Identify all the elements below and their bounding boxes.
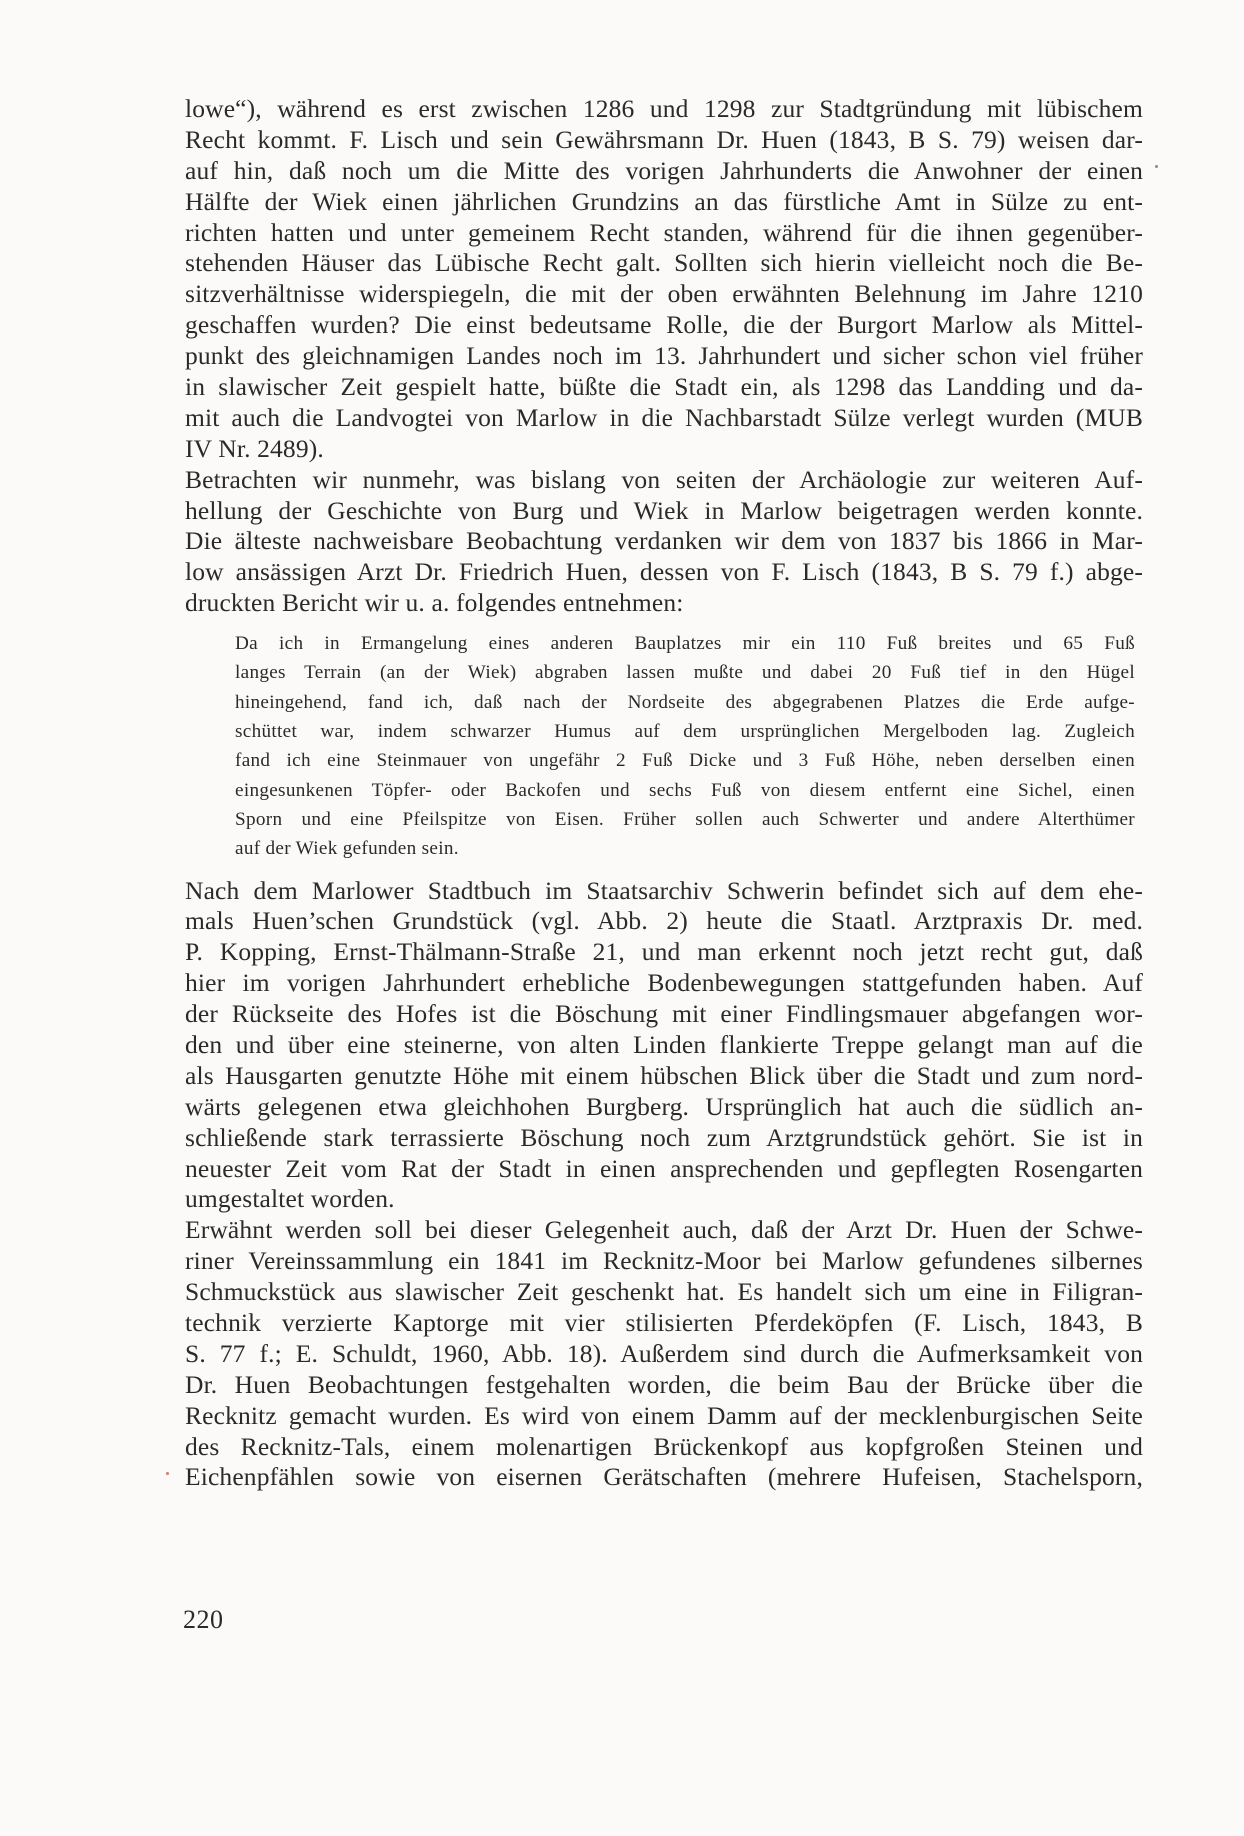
text-line: auf hin, daß noch um die Mitte des vorigen Jahrhunderts die Anwohner der einen — [185, 155, 1143, 185]
text-line: richten hatten und unter gemeinem Recht standen, während für die ihnen gegenüber- — [185, 217, 1143, 247]
text-line: des Recknitz-Tals, einem molenartigen Brückenkopf aus kopfgroßen Steinen und — [185, 1431, 1143, 1461]
text-line: low ansässigen Arzt Dr. Friedrich Huen, dessen von F. Lisch (1843, B S. 79 f.) abge- — [185, 557, 1143, 587]
text-line: in slawischer Zeit gespielt hatte, büßte die Stadt ein, als 1298 das Landding und da- — [185, 372, 1143, 402]
paragraph-3 — [185, 876, 1143, 1216]
paragraph-4 — [185, 1215, 1143, 1493]
text-line: mit auch die Landvogtei von Marlow in die Nachbarstadt Sülze verlegt wurden (MUB — [185, 402, 1143, 432]
block-quote — [185, 629, 1143, 863]
text-line: wärts gelegenen etwa gleichhohen Burgberg. Ursprünglich hat auch die südlich an- — [185, 1091, 1143, 1121]
text-line: riner Vereinssammlung ein 1841 im Recknitz-Moor bei Marlow gefundenes silbernes — [185, 1246, 1143, 1276]
text-line: Recht kommt. F. Lisch und sein Gewährsmann Dr. Huen (1843, B S. 79) weisen dar- — [185, 124, 1143, 154]
text-line: der Rückseite des Hofes ist die Böschung mit einer Findlingsmauer abgefangen wor- — [185, 999, 1143, 1029]
page-number: 220 — [183, 1605, 224, 1634]
text-line: Recknitz gemacht wurden. Es wird von einem Damm auf der mecklenburgischen Seite — [185, 1400, 1143, 1430]
text-line: punkt des gleichnamigen Landes noch im 13. Jahrhundert und sicher schon viel früher — [185, 341, 1143, 371]
text-column — [185, 94, 1143, 1493]
text-line: S. 77 f.; E. Schuldt, 1960, Abb. 18). Außerdem sind durch die Aufmerksamkeit von — [185, 1338, 1143, 1368]
quote-line: auf der Wiek gefunden sein. — [235, 838, 459, 860]
quote-line: schüttet war, indem schwarzer Humus auf dem ursprünglichen Mergelboden lag. Zugleich — [235, 721, 1135, 743]
text-line: neuester Zeit vom Rat der Stadt in einen ansprechenden und gepflegten Rosengarten — [185, 1153, 1143, 1183]
text-line: den und über eine steinerne, von alten Linden flankierte Treppe gelangt man auf die — [185, 1029, 1143, 1059]
text-line: Dr. Huen Beobachtungen festgehalten worden, die beim Bau der Brücke über die — [185, 1369, 1143, 1399]
text-line: IV Nr. 2489). — [185, 433, 324, 463]
quote-line: Sporn und eine Pfeilspitze von Eisen. Früher sollen auch Schwerter und andere Alterthümer — [235, 808, 1135, 830]
paragraph-1 — [185, 94, 1143, 465]
ink-speck — [1155, 165, 1158, 168]
text-line: geschaffen wurden? Die einst bedeutsame Rolle, die der Burgort Marlow als Mittel- — [185, 310, 1143, 340]
text-line: schließende stark terrassierte Böschung noch zum Arztgrundstück gehört. Sie ist in — [185, 1122, 1143, 1152]
quote-line: langes Terrain (an der Wiek) abgraben lassen mußte und dabei 20 Fuß tief in den Hügel — [235, 662, 1135, 684]
ink-speck — [166, 1472, 169, 1475]
text-line: umgestaltet worden. — [185, 1184, 395, 1214]
text-line: sitzverhältnisse widerspiegeln, die mit der oben erwähnten Belehnung im Jahre 1210 — [185, 279, 1143, 309]
paragraph-2 — [185, 465, 1143, 619]
text-line: druckten Bericht wir u. a. folgendes entnehmen: — [185, 588, 684, 618]
text-line: stehenden Häuser das Lübische Recht galt. Sollten sich hierin vielleicht noch die Be- — [185, 248, 1143, 278]
text-line: Schmuckstück aus slawischer Zeit geschenkt hat. Es handelt sich um eine in Filigran- — [185, 1277, 1143, 1307]
quote-line: fand ich eine Steinmauer von ungefähr 2 Fuß Dicke und 3 Fuß Höhe, neben derselben einen — [235, 750, 1135, 772]
text-line: Die älteste nachweisbare Beobachtung verdanken wir dem von 1837 bis 1866 in Mar- — [185, 526, 1143, 556]
quote-line: hineingehend, fand ich, daß nach der Nordseite des abgegrabenen Platzes die Erde aufge- — [235, 691, 1135, 713]
text-line: Betrachten wir nunmehr, was bislang von seiten der Archäologie zur weiteren Auf- — [185, 464, 1143, 494]
quote-line: Da ich in Ermangelung eines anderen Bauplatzes mir ein 110 Fuß breites und 65 Fuß — [235, 633, 1135, 655]
text-line: hier im vorigen Jahrhundert erhebliche Bodenbewegungen stattgefunden haben. Auf — [185, 968, 1143, 998]
text-line: P. Kopping, Ernst-Thälmann-Straße 21, und man erkennt noch jetzt recht gut, daß — [185, 937, 1143, 967]
text-line: Erwähnt werden soll bei dieser Gelegenheit auch, daß der Arzt Dr. Huen der Schwe- — [185, 1215, 1143, 1245]
text-line: hellung der Geschichte von Burg und Wiek in Marlow beigetragen werden konnte. — [185, 495, 1143, 525]
text-line: technik verzierte Kaptorge mit vier stilisierten Pferdeköpfen (F. Lisch, 1843, B — [185, 1307, 1143, 1337]
text-line: Nach dem Marlower Stadtbuch im Staatsarchiv Schwerin befindet sich auf dem ehe- — [185, 875, 1143, 905]
quote-line: eingesunkenen Töpfer- oder Backofen und sechs Fuß von diesem entfernt eine Sichel, einen — [235, 779, 1135, 801]
text-line: mals Huen’schen Grundstück (vgl. Abb. 2) heute die Staatl. Arztpraxis Dr. med. — [185, 906, 1143, 936]
text-line: als Hausgarten genutzte Höhe mit einem hübschen Blick über die Stadt und zum nord- — [185, 1060, 1143, 1090]
text-line: Hälfte der Wiek einen jährlichen Grundzins an das fürstliche Amt in Sülze zu ent- — [185, 186, 1143, 216]
text-line: Eichenpfählen sowie von eisernen Gerätschaften (mehrere Hufeisen, Stachelsporn, — [185, 1462, 1143, 1492]
text-line: lowe“), während es erst zwischen 1286 und 1298 zur Stadtgründung mit lübischem — [185, 94, 1143, 123]
